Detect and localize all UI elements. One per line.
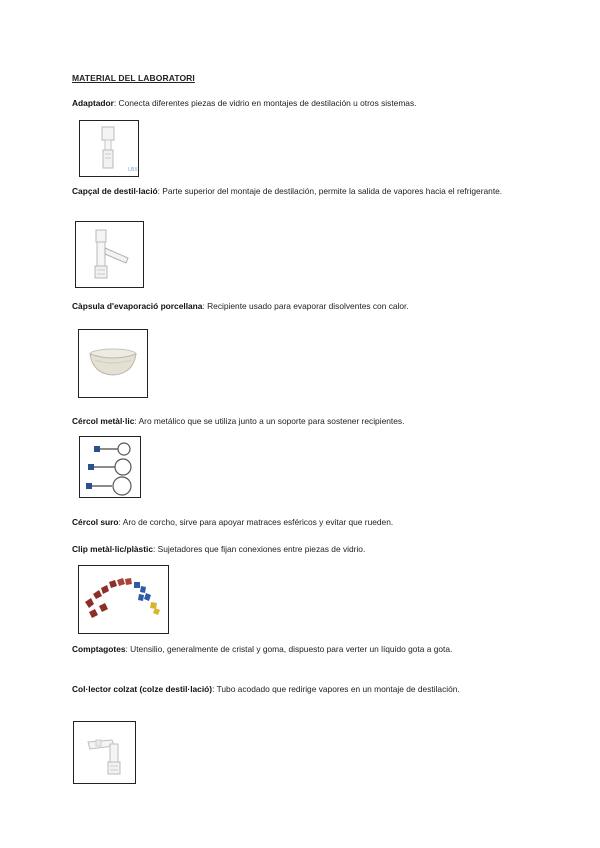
entry-description: : Tubo acodado que redirige vapores en un montaje de destilación.	[212, 684, 460, 694]
porcelain-capsule-icon	[79, 330, 147, 397]
entry-description: : Utensilio, generalmente de cristal y goma, dispuesto para verter un líquido gota a gota.	[125, 644, 453, 654]
metal-ring-icon	[80, 437, 140, 497]
distillation-head-icon	[76, 222, 143, 287]
page-title: MATERIAL DEL LABORATORI	[72, 73, 195, 83]
distillation-head-image	[75, 221, 144, 288]
entry-term: Clip metàl·lic/plàstic	[72, 544, 153, 554]
entry-description: : Recipiente usado para evaporar disolventes con calor.	[202, 301, 409, 311]
porcelain-capsule-image	[78, 329, 148, 398]
entry-adaptador	[72, 97, 532, 110]
elbow-collector-image	[73, 721, 136, 784]
entry-term: Cércol metàl·lic	[72, 416, 135, 426]
clips-icon	[79, 566, 168, 633]
entry-capsula	[72, 300, 532, 313]
entry-term: Comptagotes	[72, 644, 126, 654]
entry-cercol-metallic	[72, 415, 532, 428]
entry-term: Col·lector colzat (colze destil·lació)	[72, 684, 213, 694]
entry-description: : Aro de corcho, sirve para apoyar matraces esféricos y evitar que rueden.	[118, 517, 394, 527]
entry-description: : Conecta diferentes piezas de vidrio en montajes de destilación u otros sistemas.	[113, 98, 417, 108]
entry-cercol-suro	[72, 516, 532, 529]
entry-term: Capçal de destil·lació	[72, 186, 158, 196]
entry-collector-colzat	[72, 683, 532, 696]
entry-term: Cércol suro	[72, 517, 119, 527]
entry-capcal	[72, 185, 532, 198]
entry-term: Càpsula d'evaporació porcellana	[72, 301, 203, 311]
svg-text:LBX: LBX	[128, 167, 138, 173]
entry-description: : Aro metálico que se utiliza junto a un soporte para sostener recipientes.	[134, 416, 405, 426]
entry-term: Adaptador	[72, 98, 114, 108]
entry-clip	[72, 543, 532, 556]
adapter-icon	[80, 121, 138, 176]
elbow-collector-icon	[74, 722, 135, 783]
entry-description: : Parte superior del montaje de destilación, permite la salida de vapores hacia el refrigerante.	[157, 186, 503, 196]
metal-ring-image	[79, 436, 141, 498]
entry-description: : Sujetadores que fijan conexiones entre piezas de vidrio.	[152, 544, 366, 554]
entry-comptagotes	[72, 643, 532, 656]
adapter-image	[79, 120, 139, 177]
clips-image	[78, 565, 169, 634]
